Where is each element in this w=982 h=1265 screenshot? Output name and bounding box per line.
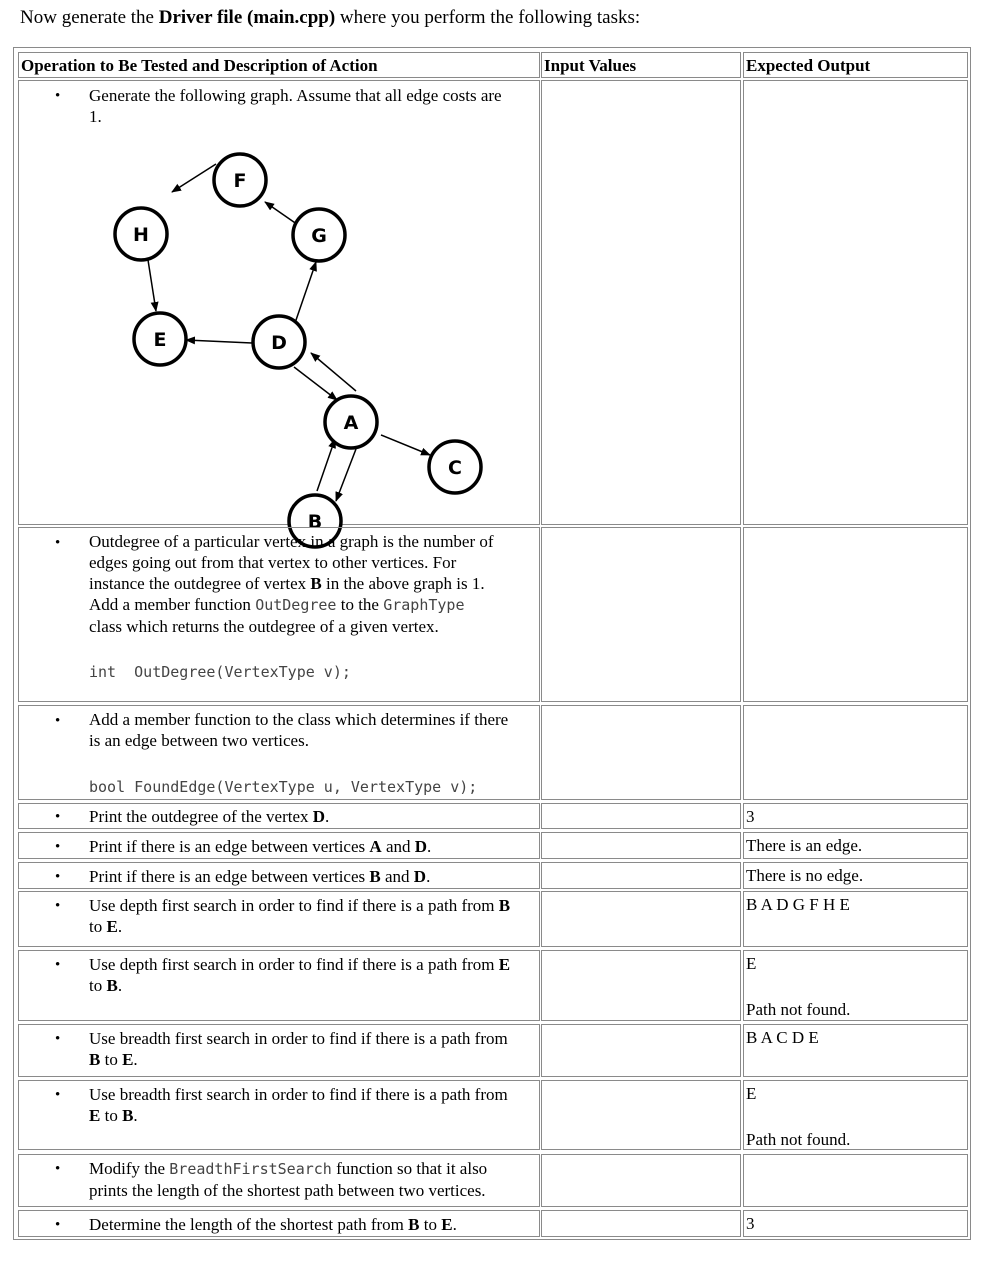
intro-prefix: Now generate the: [20, 7, 159, 28]
svg-text:E: E: [153, 329, 167, 351]
node-e: [134, 313, 186, 365]
row-shortest-path-operation: • Determine the length of the shortest path from B to E.: [18, 1210, 540, 1237]
outdegree-line3: instance the outdegree of vertex B in the above graph is 1.: [89, 574, 485, 593]
row-outdegree-d-operation: • Print the outdegree of the vertex D.: [18, 803, 540, 829]
bullet: •: [55, 1217, 61, 1233]
row-graph-expected: [743, 80, 968, 525]
outdegree-description: [89, 531, 537, 637]
intro-bold: Driver file (main.cpp): [158, 7, 336, 28]
header-expected: Expected Output: [743, 52, 968, 78]
row-edge-ad-input: [541, 832, 741, 859]
graph-desc-line1: Generate the following graph. Assume that all edge costs are: [89, 86, 502, 105]
graph-desc-line2: 1.: [89, 107, 102, 126]
row-dfs-eb-input: [541, 950, 741, 1021]
row-bfs-eb-input: [541, 1080, 741, 1150]
row-shortest-path-input: [541, 1210, 741, 1237]
row-edge-bd-expected: [743, 862, 968, 889]
edge-a-c: [381, 435, 430, 455]
bullet: •: [55, 839, 61, 855]
expected-output-line1: E: [746, 1084, 757, 1103]
svg-text:G: G: [311, 225, 327, 247]
row-shortest-path-expected: [743, 1210, 968, 1237]
edge-f-h: [172, 164, 216, 192]
svg-text:A: A: [343, 412, 359, 434]
node-g: [293, 209, 345, 261]
node-a: [325, 396, 377, 448]
edge-d-e: [186, 340, 252, 343]
row-edge-bd-input: [541, 862, 741, 889]
bullet: •: [55, 1161, 61, 1177]
expected-output-line2: Path not found.: [746, 1000, 851, 1019]
bullet: •: [55, 88, 61, 104]
row-edge-bd-operation: • Print if there is an edge between vertices B and D.: [18, 862, 540, 889]
svg-text:H: H: [133, 224, 149, 246]
row-outdegree-operation: [18, 527, 540, 702]
bullet: •: [55, 535, 61, 551]
header-input: Input Values: [541, 52, 741, 78]
foundedge-line2: is an edge between two vertices.: [89, 731, 309, 750]
row-dfs-eb-expected: [743, 950, 968, 1021]
bullet: •: [55, 1087, 61, 1103]
row-outdegree-expected: [743, 527, 968, 702]
foundedge-code: bool FoundEdge(VertexType u, VertexType v);: [89, 778, 478, 796]
svg-text:B: B: [307, 511, 323, 533]
edge-d-g: [295, 262, 316, 323]
row-graph-input: [541, 80, 741, 525]
row-dfs-be-input: [541, 891, 741, 947]
expected-output-line1: E: [746, 954, 757, 973]
row-bfs-be-input: [541, 1024, 741, 1077]
row-outdegree-d-input: [541, 803, 741, 829]
bullet: •: [55, 869, 61, 885]
edge-a-b: [336, 449, 356, 501]
row-dfs-eb-operation: • Use depth first search in order to find if there is a path from E to B.: [18, 950, 540, 1021]
row-outdegree-d-expected: [743, 803, 968, 829]
row-foundedge-expected: [743, 705, 968, 800]
expected-output: 3: [746, 1214, 755, 1233]
intro-suffix: where you perform the following tasks:: [335, 7, 641, 28]
bullet: •: [55, 898, 61, 914]
row-dfs-be-expected: [743, 891, 968, 947]
node-d: [253, 316, 305, 368]
node-f: [214, 154, 266, 206]
expected-output-line2: Path not found.: [746, 1130, 851, 1149]
node-c: [429, 441, 481, 493]
row-dfs-be-operation: • Use depth first search in order to find if there is a path from B to E.: [18, 891, 540, 947]
row-edge-ad-operation: • Print if there is an edge between vertices A and D.: [18, 832, 540, 859]
svg-text:C: C: [448, 457, 462, 479]
svg-text:D: D: [271, 332, 287, 354]
row-modify-bfs-input: [541, 1154, 741, 1207]
bullet: •: [55, 713, 61, 729]
expected-output: There is no edge.: [746, 866, 864, 885]
edge-b-a: [317, 439, 335, 491]
outdegree-code: int OutDegree(VertexType v);: [89, 663, 351, 681]
edge-d-a: [294, 367, 337, 400]
row-foundedge-operation: [18, 705, 540, 800]
svg-text:F: F: [233, 170, 247, 192]
row-bfs-be-operation: • Use breadth first search in order to find if there is a path from B to E.: [18, 1024, 540, 1077]
expected-output: There is an edge.: [746, 836, 863, 855]
bullet: •: [55, 809, 61, 825]
row-modify-bfs-expected: [743, 1154, 968, 1207]
expected-output: 3: [746, 807, 755, 826]
foundedge-line1: Add a member function to the class which determines if there: [89, 710, 509, 729]
graph-diagram: [19, 81, 539, 533]
row-graph-operation: [18, 80, 540, 533]
row-bfs-be-expected: [743, 1024, 968, 1077]
row-edge-ad-expected: [743, 832, 968, 859]
row-bfs-eb-operation: • Use breadth first search in order to find if there is a path from E to B.: [18, 1080, 540, 1150]
row-modify-bfs-operation: • Modify the BreadthFirstSearch function so that it also prints the length of the shortest path between two vertices.: [18, 1154, 540, 1207]
outdegree-line1: Outdegree of a particular vertex in a graph is the number of: [89, 532, 494, 551]
task-table: [13, 47, 971, 1240]
outdegree-line2: edges going out from that vertex to other vertices. For: [89, 553, 457, 572]
bullet: •: [55, 1031, 61, 1047]
expected-output: B A C D E: [746, 1028, 819, 1047]
bullet: •: [55, 957, 61, 973]
outdegree-line5: class which returns the outdegree of a given vertex.: [89, 617, 439, 636]
row-foundedge-input: [541, 705, 741, 800]
outdegree-line4: Add a member function OutDegree to the GraphType: [89, 595, 465, 614]
edge-h-e: [148, 260, 156, 311]
expected-output: B A D G F H E: [746, 895, 850, 914]
node-h: [115, 208, 167, 260]
header-operation: Operation to Be Tested and Description of Action: [18, 52, 540, 78]
row-bfs-eb-expected: [743, 1080, 968, 1150]
foundedge-description: [89, 709, 537, 751]
intro-text: [20, 6, 640, 30]
row-outdegree-input: [541, 527, 741, 702]
